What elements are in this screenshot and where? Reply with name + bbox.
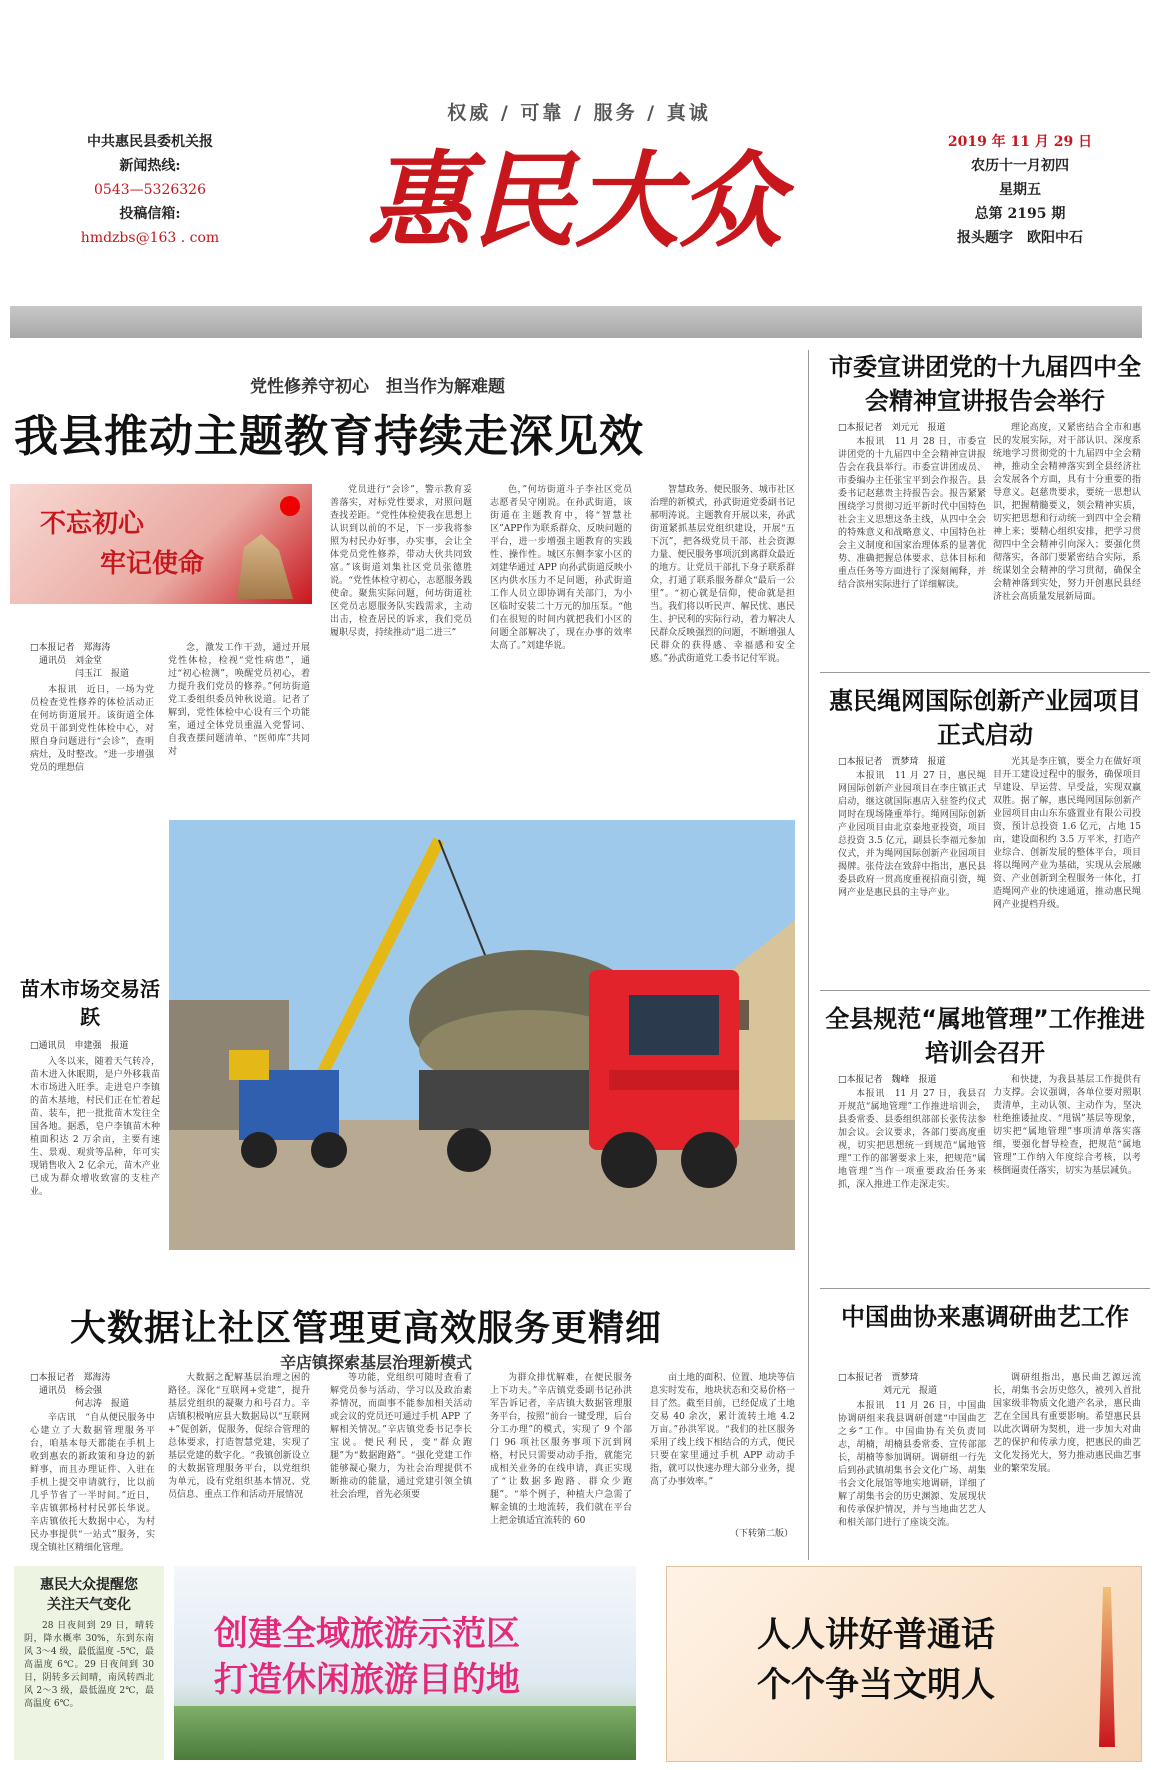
territory-col-2 — [993, 1074, 1141, 1274]
landscape-graphic — [174, 1706, 636, 1760]
masthead-title: 惠民大众 — [366, 139, 784, 262]
territory-col-2-text: 和快捷，为我县基层工作提供有力支撑。会议强调，各单位要对照职责清单，主动认领、主动作为，坚决杜绝推诿扯皮、“甩锅”基层等现象，切实把“属地管理”事项清单落实落细，要强化督导检查，把规范“属地管理”工作纳入年度综合考核，以考核倒逼责任落实，切实为基层减负。 — [993, 1075, 1141, 1176]
xuanjiang-col-2-text: 理论高度，又紧密结合全市和惠民的发展实际，对干部认识、深度系统地学习贯彻党的十九届四中全会精神，推动全会精神落实到全县经济社会发展各个方面，具有十分重要的指导意义。赵慈贵要求，要统一思想认识，把握精髓要义，领会精神实质，切实把思想和行动统一到四中全会精神上来；要精心组织安排，把学习贯彻四中全会精神引向深入；要强化贯彻落实，各部门要紧密结合实际，系统谋划全会精神的学习贯彻，确保全会精神落到实处，努力开创惠民县经济社会高质量发展新局面。 — [993, 423, 1141, 602]
bigdata-col-5-text: 亩土地的面积、位置、地块等信息实时发布，地块状态和交易价格一目了然。截至目前，已经促成了土地交易 40 余次，累计流转土地 4.2 万亩。”孙洪军说。“我们的社区服务采用了线上线下相结合的方式，便民只要在家里通过手机 APP 动动手指，就可以快速办理大部分业务，提高了办事效率。” — [650, 1373, 795, 1487]
tree-headline: 苗木市场交易活跃 — [20, 977, 160, 1029]
tourism-line-2: 打造休闲旅游目的地 — [214, 1660, 520, 1700]
weather-body-text: 28 日夜间到 29 日，晴转阴，降水概率 30%，东到东南风 3～4 级，最低温度 -5℃，最高温度 6℃。29 日夜间到 30 日，阴转多云间晴，南风转西北风 2～3 级，最低温度 2℃，最高温度 6℃。 — [24, 1621, 154, 1709]
banner-slogan — [40, 504, 204, 584]
park-byline: □本报记者 贾梦琦 报道 — [838, 757, 946, 767]
bigdata-byline: □本报记者 郑海涛 通讯员 杨会强 何志涛 报道 — [30, 1373, 130, 1409]
bigdata-col-5 — [650, 1372, 795, 1526]
tree-truck-photo — [169, 820, 795, 1250]
issue-number: 总第 2195 期 — [974, 206, 1066, 222]
tree-byline: □通讯员 申建强 报道 — [30, 1041, 129, 1051]
lead-banner-image — [10, 484, 312, 604]
opera-col-1 — [838, 1400, 986, 1540]
xuanjiang-col-1 — [838, 436, 986, 656]
monument-icon — [1087, 1587, 1127, 1747]
masthead-right-info — [920, 130, 1120, 250]
lead-col-2 — [168, 642, 310, 800]
issue-date: 2019 年 11 月 29 日 — [947, 134, 1093, 150]
opera-headline: 中国曲协来惠调研曲艺工作 — [841, 1303, 1129, 1331]
photo-illustration — [169, 820, 795, 1250]
bigdata-col-4 — [490, 1372, 632, 1540]
xuanjiang-byline: □本报记者 刘元元 报道 — [838, 423, 946, 433]
lead-col-2-text: 念，激发工作干劲，通过开展党性体检，检视“党性病患”，通过“初心检测”，唤醒党员初心，着力提升我们党员的修养。”何坊街道党工委组织委员钟秋说道。记者了解到，党性体检中心设有三个功能室，通过全体党员重温入党誓词、自我查摆问题清单、“医师库”共同对 — [168, 643, 310, 757]
opera-byline: □本报记者 贾梦琦 刘元元 报道 — [838, 1373, 938, 1396]
lead-col-4-text: 色，”何坊街道斗子李社区党员志愿者吴守刚说。在孙武街道，该街道在主题教育中，将“智慧社区”APP作为联系群众、反映问题的平台，进一步增强主题教育的实践性、操作性。城区东侧李家小区的刘建华通过 APP 向孙武街道反映小区内供水压力不足问题，孙武街道工作人员立即协调有关部门，为小区临时安装二十万元的加压泵。“他们在很短的时间内就把我们小区的问题全部解决了，现在办事的效率太高了。”刘建华说。 — [490, 485, 632, 651]
park-col-2-text: 光其是李庄镇，要全力在做好项目开工建设过程中的服务，确保项目早建设、早运营、早受益，实现双赢双胜。据了解，惠民绳网国际创新产业园项目由山东东盛置业有限公司投资，预计总投资 1.6 亿元，占地 15 亩，建设面积约 3.5 万平米，打造产业综合、创新发展的整体平台，项目将以绳网产业为基础，实现从会展融资、产业创新到全程服务一体化，打造绳网产业的快速通道，推动惠民绳网产业提档升级。 — [993, 757, 1141, 910]
park-col-2 — [993, 756, 1141, 976]
monument-icon — [230, 534, 300, 599]
xuanjiang-headline: 市委宣讲团党的十九届四中全会精神宣讲报告会举行 — [829, 353, 1141, 415]
email-address: hmdzbs@163 . com — [80, 230, 220, 246]
opera-col-2-text: 调研组指出，惠民曲艺源远流长，胡集书会历史悠久，被列入首批国家级非物质文化遗产名录，惠民曲艺在全国具有重要影响。希望惠民县以此次调研为契机，进一步加大对曲艺的保护和传承力度，把惠民的曲艺文化发扬光大，努力推动惠民曲艺事业的繁荣发展。 — [993, 1373, 1141, 1474]
territory-col-1 — [838, 1088, 986, 1274]
weather-box — [14, 1566, 164, 1760]
xuanjiang-col-1-text: 本报讯 11 月 28 日，市委宣讲团党的十九届四中全会精神宣讲报告会在我县举行。市委宣讲团成员、市委编办主任张宝平到会作报告。县委书记赵慈贵主持报告会。报告紧紧围绕学习贯彻习近平新时代中国特色社会主义思想这条主线，从四中全会的特殊意义和战略意义、中国特色社会主义制度和国家治理体系的显著优势、准确把握总体要求、总体目标和重点任务等方面进行了深刻阐释，并结合滨州实际进行了详细解读。 — [838, 437, 986, 590]
bigdata-col-2 — [168, 1372, 310, 1540]
tourism-line-1: 创建全域旅游示范区 — [214, 1614, 520, 1654]
title-calligraphy-credit: 报头题字 欧阳中石 — [957, 230, 1083, 246]
lead-col-3-text: 党员进行“会诊”，警示教育妥善落实，对标党性要求，对照问题查找差距。“党性体检使我在思想上认识到以前的不足，下一步我将参照为村民办好事，办实事，会让全体党员党性修养，带动大伙共同致富。”该街道刘集社区党员张德胜说。“党性体检守初心，志愿服务践使命。聚焦实际问题，何坊街道社区党员志愿服务队实践需求，主动出击，检查居民的诉求，我们党员履职尽责，持续推动“退二进三” — [330, 485, 472, 638]
lead-kicker: 党性修养守初心 担当作为解难题 — [250, 377, 505, 397]
column-divider — [808, 350, 809, 1560]
mandarin-line-2: 个个争当文明人 — [757, 1665, 995, 1705]
bigdata-col-1-text: 辛店讯 “自从便民服务中心建立了大数据管理服务平台，咱基本每天都能在手机上收到惠农的新政策和身边的新鲜事，而且办理证件、入驻在手机上提交申请就行，比以前几乎节省了一半时间。”近日，辛店镇郭杨村村民郭长华说。辛店镇依托大数据中心，为村民办事提供“一站式”服务，实现全镇社区精细化管理。 — [30, 1413, 155, 1553]
lead-col-3 — [330, 484, 472, 800]
masthead-slogan: 权威 / 可靠 / 服务 / 真诚 — [447, 102, 711, 124]
xuanjiang-col-2 — [993, 422, 1141, 656]
header-divider-bar — [10, 306, 1142, 338]
banner-text-2: 牢记使命 — [100, 549, 205, 579]
masthead-left-info — [60, 130, 240, 250]
park-col-1 — [838, 770, 986, 976]
park-col-1-text: 本报讯 11 月 27 日，惠民绳网国际创新产业园项目在李庄镇正式启动，继这就国际惠店入驻签约仪式同时在现场隆重举行。绳网国际创新产业园项目由北京泰地亚投资，项目总投资 3.5 亿元，副县长李福元参加仪式，并为绳网国际创新产业园项目揭牌。张侍法在致辞中指出，惠民县委县政府一贯高度重视招商引资，绳网产业是惠民县的主导产业。 — [838, 771, 986, 898]
opera-col-1-text: 本报讯 11 月 26 日，中国曲协调研组来我县调研创建“中国曲艺之乡”工作。中国曲协有关负责同志，胡楠，胡楠县委常委、宣传部部长，胡楠等参加调研。调研组一行先后到孙武镇胡集书会文化广场、胡集书会文化展馆等地实地调研，详细了解了胡集书会的历史渊源、发展现状和传承保护情况，并与当地曲艺艺人和相关部门进行了座谈交流。 — [838, 1401, 986, 1528]
weather-title: 惠民大众提醒您 — [40, 1577, 138, 1593]
mandarin-line-1: 人人讲好普通话 — [757, 1615, 995, 1655]
territory-byline: □本报记者 魏峰 报道 — [838, 1075, 937, 1085]
masthead-logo — [345, 125, 805, 275]
mandarin-ad — [666, 1566, 1142, 1762]
bigdata-col-1 — [30, 1412, 155, 1553]
lunar-date: 农历十一月初四 — [971, 158, 1069, 174]
territory-headline: 全县规范“属地管理”工作推进培训会召开 — [825, 1005, 1145, 1067]
bigdata-col-2-text: 大数据之配解基层治理之困的路径。深化“互联网+党建”，提升基层党组织的凝聚力和号召力。辛店镇积极响应县大数据局以“互联网+”促创新，促服务，促综合管理的总体要求，打造智慧党建，实现了基层党建的数字化。“我镇创新设立的大数据管理服务平台，以党组织为单元，设有党组织基本情况、党员信息、重点工作和活动开展情况 — [168, 1373, 310, 1500]
email-label: 投稿信箱: — [119, 206, 181, 222]
territory-col-1-text: 本报讯 11 月 27 日，我县召开规范“属地管理”工作推进培训会，县委常委、县委组织部部长张传法参加会议。会议要求，各部门要高度重视，切实把思想统一到规范“属地管理”工作的部署要求上来，把规范“属地管理”当作一项重要政治任务来抓，深入推进工作走深走实。 — [838, 1089, 986, 1190]
lead-byline: □本报记者 郑海涛 通讯员 刘金堂 闫玉江 报道 — [30, 643, 130, 679]
section-divider — [820, 1288, 1150, 1289]
lead-col-1-text: 本报讯 近日，一场为党员检查党性修养的体检活动正在何坊街道展开。该街道全体党员干部到党性体检中心，对照自身问题进行“会诊”，查明病灶，及时整改。“进一步增强党员的理想信 — [30, 685, 154, 773]
bigdata-subhead: 辛店镇探索基层治理新模式 — [280, 1353, 473, 1372]
bigdata-headline: 大数据让社区管理更高效服务更精细 — [70, 1308, 663, 1349]
park-headline: 惠民绳网国际创新产业园项目正式启动 — [829, 687, 1141, 749]
opera-col-2 — [993, 1372, 1141, 1540]
bigdata-continued: （下转第二版） — [730, 1529, 794, 1539]
lead-col-5 — [650, 484, 795, 800]
weekday: 星期五 — [999, 182, 1041, 198]
lead-col-4 — [490, 484, 632, 800]
lead-col-1 — [30, 684, 154, 800]
hotline-number: 0543—5326326 — [94, 182, 206, 198]
hotline-label: 新闻热线: — [119, 158, 181, 174]
tourism-ad — [174, 1566, 636, 1760]
section-divider — [820, 990, 1150, 991]
lead-col-5-text: 智慧政务、便民服务、城市社区治理的新模式，孙武街道党委副书记郝明涛说。主题教育开展以来，孙武街道紧抓基层党组织建设，开展“五下沉”，把各级党员干部、社会资源力量、便民服务事项沉到离群众最近的地方。让党员干部扎下身子联系群众，打通了联系服务群众“最后一公里”。“初心就是信仰，使命就是担当。我们将以听民声、解民忧、惠民生、护民利的实际行动，着力解决人民群众反映强烈的问题，不断增强人民群众的获得感、幸福感和安全感。”孙武街道党工委书记付军说。 — [650, 485, 795, 664]
banner-text-1: 不忘初心 — [40, 509, 145, 539]
lead-headline: 我县推动主题教育持续走深见效 — [14, 411, 644, 462]
section-divider — [820, 672, 1150, 673]
party-emblem-icon — [280, 496, 300, 516]
tree-body — [30, 1056, 160, 1252]
bigdata-col-3-text: 等功能，党组织可随时查看了解党员参与活动、学习以及政治素养情况，而面事不能参加相关活动或会议的党员还可通过手机 APP 了解相关情况。”辛店镇党委书记李长宝说。便民利民，变“群众跑腿”为“数据跑路”。“强化党建工作能够凝心聚力，为社会治理提供不断推动的能量，通过党建引领全镇社会治理，首先必须要 — [330, 1373, 472, 1500]
weather-body — [24, 1620, 154, 1750]
tree-body-text: 入冬以来，随着天气转冷，苗木进入休眠期，是户外移栽苗木市场进入旺季。走进皂户李镇的苗木基地，村民们正在忙着起苗、装车，把一批批苗木发往全国各地。据悉，皂户李镇苗木种植面积达 2 万余亩，主要有速生、景观、观赏等品种，年可实现销售收入 2 亿余元，苗木产业已成为群众增收致富的支柱产业。 — [30, 1057, 160, 1197]
weather-subtitle: 关注天气变化 — [47, 1597, 131, 1613]
masthead-org: 中共惠民县委机关报 — [87, 134, 213, 150]
bigdata-col-3 — [330, 1372, 472, 1540]
bigdata-col-4-text: 为群众排忧解难，在便民服务上下功夫。”辛店镇党委副书记孙洪军告诉记者，辛店镇大数据管理服务平台，按照“前台一键受理，后台分工办理”的模式，实现了 9 个部门 96 项社区服务事项下沉到网格，村民只需要动动手指，就能完成相关业务的在线申请，真正实现了“让数据多跑路、群众少跑腿”。“举个例子，种植大户急需了解金镇的土地流转，我们就在平台上把金镇适宜流转的 60 — [490, 1373, 632, 1526]
